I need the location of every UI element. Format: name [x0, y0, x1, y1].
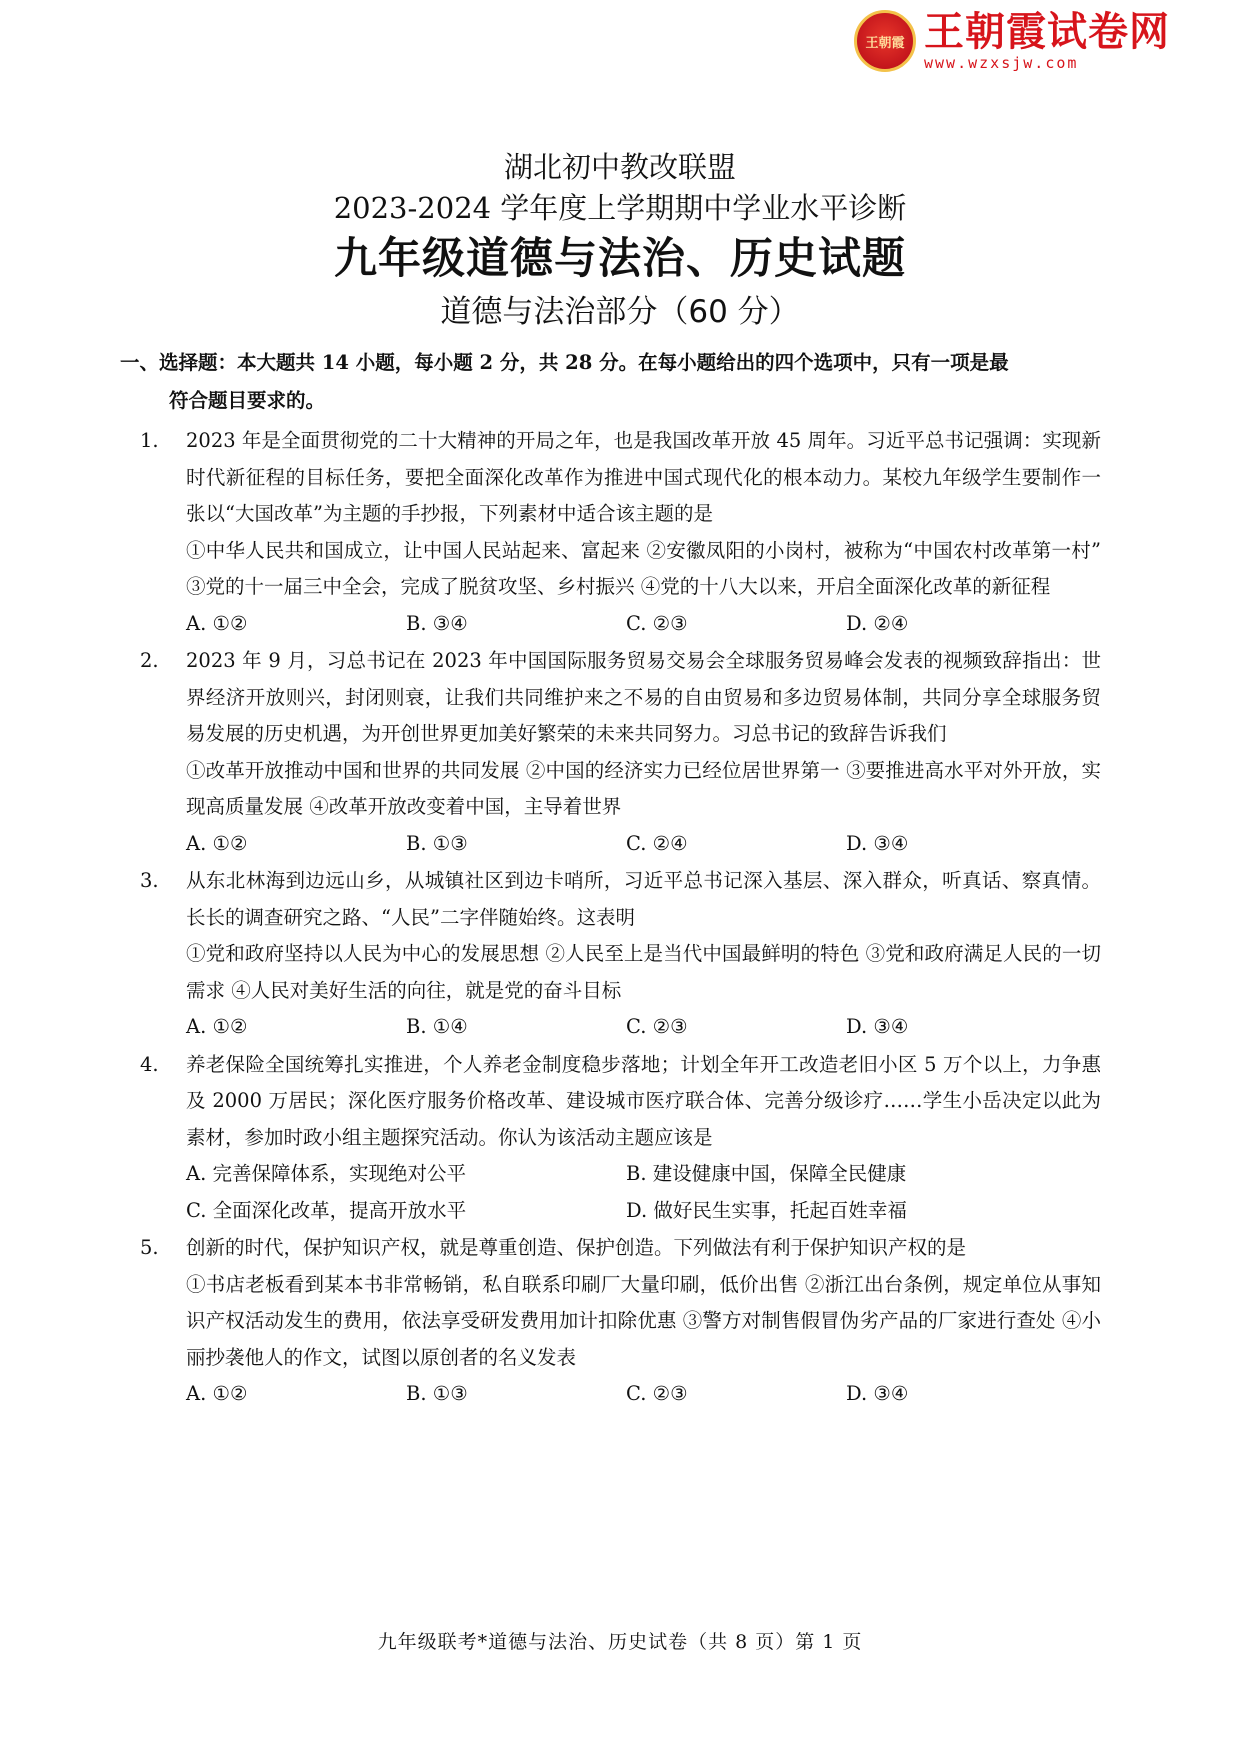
question-statements: ①中华人民共和国成立，让中国人民站起来、富起来 ②安徽凤阳的小岗村，被称为“中国农村改革第一村” ③党的十一届三中全会，完成了脱贫攻坚、乡村振兴 ④党的十八大以来，开启全面深化改革的新征程 — [186, 538, 1101, 598]
question-number: 3. — [140, 869, 159, 892]
question-number: 1. — [140, 429, 159, 452]
part-title: 道德与法治部分（60 分） — [440, 294, 800, 330]
option-d: D. ③④ — [846, 1382, 909, 1405]
question-5 — [136, 1230, 1101, 1413]
question-statements: ①书店老板看到某本书非常畅销，私自联系印刷厂大量印刷，低价出售 ②浙江出台条例，规定单位从事知识产权活动发生的费用，依法享受研发费用加计扣除优惠 ③警方对制售假冒伪劣产品的厂家进行查处 ④小丽抄袭他人的作文，试图以原创者的名义发表 — [186, 1272, 1101, 1369]
option-a: A. ①② — [186, 1015, 248, 1038]
section-heading-line2: 符合题目要求的。 — [169, 389, 326, 412]
question-statements: ①党和政府坚持以人民为中心的发展思想 ②人民至上是当代中国最鲜明的特色 ③党和政府满足人民的一切需求 ④人民对美好生活的向往，就是党的奋斗目标 — [186, 942, 1101, 1002]
option-a: A. ①② — [186, 1382, 248, 1405]
logo-url: www.wzxsjw.com — [924, 54, 1079, 72]
option-c: C. ②③ — [626, 1015, 688, 1038]
question-stem: 养老保险全国统筹扎实推进，个人养老金制度稳步落地；计划全年开工改造老旧小区 5 万个以上，力争惠及 2000 万居民；深化医疗服务价格改革、建设城市医疗联合体、完善分级诊疗……学生小岳决定以此为素材，参加时政小组主题探究活动。你认为该活动主题应该是 — [186, 1052, 1101, 1149]
section-heading-line1: 一、选择题：本大题共 14 小题，每小题 2 分，共 28 分。在每小题给出的四个选项中，只有一项是最 — [120, 351, 1009, 374]
site-logo — [854, 10, 1170, 72]
term-title: 2023-2024 学年度上学期期中学业水平诊断 — [333, 191, 907, 225]
option-c: C. ②③ — [626, 1382, 688, 1405]
option-d: D. ③④ — [846, 831, 909, 855]
question-options — [186, 1156, 1101, 1229]
question-stem: 2023 年 9 月，习总书记在 2023 年中国国际服务贸易交易会全球服务贸易峰会发表的视频致辞指出：世界经济开放则兴，封闭则衰，让我们共同维护来之不易的自由贸易和多边贸易体制，共同分享全球服务贸易发展的历史机遇，为开创世界更加美好繁荣的未来共同努力。习总书记的致辞告诉我们 — [186, 649, 1101, 745]
option-c: C. ②③ — [626, 611, 688, 635]
option-b: B. ①③ — [406, 831, 468, 855]
exam-header — [0, 146, 1240, 334]
question-stem: 2023 年是全面贯彻党的二十大精神的开局之年，也是我国改革开放 45 周年。习近平总书记强调：实现新时代新征程的目标任务，要把全面深化改革作为推进中国式现代化的根本动力。某校九年级学生要制作一张以“大国改革”为主题的手抄报，下列素材中适合该主题的是 — [186, 429, 1101, 525]
option-d: D. 做好民生实事，托起百姓幸福 — [626, 1198, 907, 1222]
page-footer: 九年级联考*道德与法治、历史试卷（共 8 页）第 1 页 — [377, 1631, 863, 1653]
question-3 — [136, 863, 1101, 1046]
question-1 — [136, 423, 1101, 642]
option-b: B. 建设健康中国，保障全民健康 — [626, 1162, 907, 1185]
question-number: 2. — [140, 649, 159, 672]
option-c: C. ②④ — [626, 831, 688, 855]
question-options — [186, 1376, 1101, 1413]
question-options — [186, 1009, 1101, 1046]
option-b: B. ①④ — [406, 1015, 468, 1038]
option-d: D. ③④ — [846, 1015, 909, 1038]
option-a: A. 完善保障体系，实现绝对公平 — [186, 1162, 466, 1185]
option-c: C. 全面深化改革，提高开放水平 — [186, 1198, 467, 1222]
question-options — [186, 606, 1101, 643]
option-a: A. ①② — [186, 831, 248, 855]
option-d: D. ②④ — [846, 611, 909, 635]
section-heading — [120, 344, 1101, 420]
option-b: B. ①③ — [406, 1382, 468, 1405]
option-a: A. ①② — [186, 611, 248, 635]
question-content — [120, 344, 1101, 1414]
question-2 — [136, 643, 1101, 862]
logo-name: 王朝霞试卷网 — [924, 9, 1170, 55]
option-b: B. ③④ — [406, 611, 468, 635]
question-statements: ①改革开放推动中国和世界的共同发展 ②中国的经济实力已经位居世界第一 ③要推进高水平对外开放，实现高质量发展 ④改革开放改变着中国，主导着世界 — [186, 758, 1101, 818]
exam-title: 九年级道德与法治、历史试题 — [334, 234, 906, 284]
question-number: 5. — [140, 1236, 159, 1259]
logo-seal: 王朝霞 — [854, 10, 916, 72]
question-stem: 从东北林海到边远山乡，从城镇社区到边卡哨所，习近平总书记深入基层、深入群众，听真话、察真情。长长的调查研究之路、“人民”二字伴随始终。这表明 — [186, 869, 1101, 929]
org-title: 湖北初中教改联盟 — [503, 150, 736, 184]
question-options — [186, 826, 1101, 863]
question-stem: 创新的时代，保护知识产权，就是尊重创造、保护创造。下列做法有利于保护知识产权的是 — [186, 1236, 967, 1259]
question-4 — [136, 1047, 1101, 1230]
question-number: 4. — [140, 1052, 159, 1076]
